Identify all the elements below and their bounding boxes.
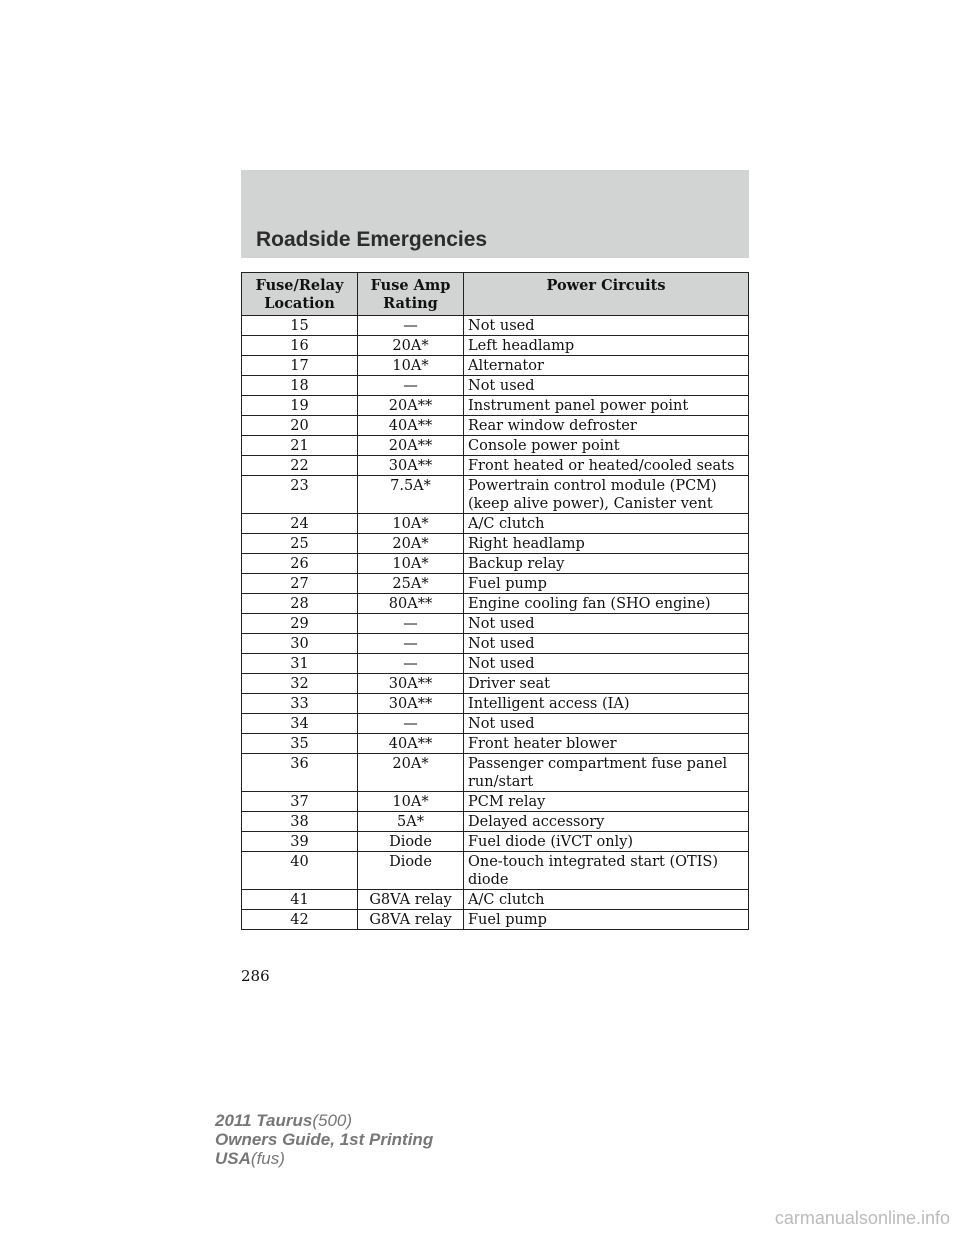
fuse-amp-cell: 30A** [358,456,464,476]
power-circuit-cell: Not used [464,376,749,396]
table-row [242,694,749,714]
power-circuit-cell: Backup relay [464,554,749,574]
table-row [242,714,749,734]
fuse-location-cell: 31 [242,654,358,674]
fuse-amp-cell: G8VA relay [358,910,464,930]
power-circuit-cell: One-touch integrated start (OTIS) diode [464,852,749,890]
table-row [242,634,749,654]
table-row [242,654,749,674]
table-row [242,890,749,910]
power-circuit-cell: Intelligent access (IA) [464,694,749,714]
fuse-amp-cell: 20A* [358,336,464,356]
power-circuit-cell: Left headlamp [464,336,749,356]
fuse-location-cell: 21 [242,436,358,456]
section-title: Roadside Emergencies [256,228,488,251]
power-circuit-cell: A/C clutch [464,514,749,534]
power-circuit-cell: Rear window defroster [464,416,749,436]
fuse-location-cell: 23 [242,476,358,514]
fuse-amp-cell: — [358,634,464,654]
power-circuit-cell: Front heated or heated/cooled seats [464,456,749,476]
table-row [242,456,749,476]
fuse-amp-cell: 10A* [358,554,464,574]
power-circuit-cell: Not used [464,614,749,634]
power-circuit-cell: Instrument panel power point [464,396,749,416]
table-row [242,674,749,694]
footer-market: USA [215,1149,251,1168]
column-header-amp-rating: Fuse Amp Rating [358,273,464,316]
power-circuit-cell: Not used [464,634,749,654]
fuse-location-cell: 24 [242,514,358,534]
fuse-location-cell: 38 [242,812,358,832]
fuse-location-cell: 39 [242,832,358,852]
fuse-amp-cell: 5A* [358,812,464,832]
power-circuit-cell: Not used [464,316,749,336]
table-row [242,356,749,376]
fuse-location-cell: 35 [242,734,358,754]
fuse-amp-cell: — [358,376,464,396]
power-circuit-cell: Driver seat [464,674,749,694]
table-row [242,792,749,812]
table-row [242,812,749,832]
watermark-link[interactable]: carmanualsonline.info [774,1208,950,1228]
fuse-amp-cell: 30A** [358,674,464,694]
table-row [242,316,749,336]
table-row [242,832,749,852]
table-body [242,316,749,930]
fuse-amp-cell: 25A* [358,574,464,594]
table-row [242,476,749,514]
fuse-location-cell: 22 [242,456,358,476]
fuse-location-cell: 18 [242,376,358,396]
table-row [242,336,749,356]
fuse-location-cell: 41 [242,890,358,910]
power-circuit-cell: Not used [464,714,749,734]
fuse-location-cell: 20 [242,416,358,436]
fuse-location-cell: 16 [242,336,358,356]
table-row [242,436,749,456]
table-header-row [242,273,749,316]
fuse-location-cell: 32 [242,674,358,694]
power-circuit-cell: Engine cooling fan (SHO engine) [464,594,749,614]
footer-market-code: (fus) [250,1149,285,1168]
column-header-location: Fuse/Relay Location [242,273,358,316]
power-circuit-cell: Passenger compartment fuse panel run/start [464,754,749,792]
fuse-amp-cell: 40A** [358,734,464,754]
footer-model-code: (500) [312,1111,353,1130]
power-circuit-cell: Right headlamp [464,534,749,554]
power-circuit-cell: Alternator [464,356,749,376]
fuse-location-cell: 26 [242,554,358,574]
table-row [242,376,749,396]
fuse-amp-cell: 10A* [358,356,464,376]
power-circuit-cell: A/C clutch [464,890,749,910]
fuse-table [241,272,749,930]
fuse-location-cell: 29 [242,614,358,634]
power-circuit-cell: Fuel pump [464,574,749,594]
footer-model: 2011 Taurus [215,1111,313,1130]
fuse-amp-cell: 40A** [358,416,464,436]
table-row [242,416,749,436]
table-row [242,534,749,554]
table-row [242,574,749,594]
fuse-amp-cell: 10A* [358,514,464,534]
page-number: 286 [241,967,270,985]
fuse-location-cell: 27 [242,574,358,594]
fuse-amp-cell: — [358,614,464,634]
fuse-location-cell: 17 [242,356,358,376]
table-row [242,852,749,890]
fuse-amp-cell: 30A** [358,694,464,714]
power-circuit-cell: Front heater blower [464,734,749,754]
fuse-location-cell: 25 [242,534,358,554]
table-row [242,754,749,792]
fuse-location-cell: 37 [242,792,358,812]
document-footer [215,1111,433,1168]
table-row [242,910,749,930]
section-header-bar [241,170,749,258]
fuse-amp-cell: Diode [358,852,464,890]
footer-line-guide: Owners Guide, 1st Printing [215,1130,434,1149]
fuse-location-cell: 15 [242,316,358,336]
fuse-location-cell: 33 [242,694,358,714]
fuse-amp-cell: 80A** [358,594,464,614]
power-circuit-cell: Powertrain control module (PCM) (keep alive power), Canister vent [464,476,749,514]
table-row [242,594,749,614]
fuse-location-cell: 40 [242,852,358,890]
table-row [242,396,749,416]
table-row [242,614,749,634]
fuse-location-cell: 30 [242,634,358,654]
fuse-amp-cell: G8VA relay [358,890,464,910]
power-circuit-cell: PCM relay [464,792,749,812]
power-circuit-cell: Fuel diode (iVCT only) [464,832,749,852]
fuse-amp-cell: 20A* [358,754,464,792]
power-circuit-cell: Fuel pump [464,910,749,930]
fuse-amp-cell: 20A** [358,396,464,416]
fuse-amp-cell: Diode [358,832,464,852]
fuse-location-cell: 28 [242,594,358,614]
power-circuit-cell: Console power point [464,436,749,456]
fuse-amp-cell: 10A* [358,792,464,812]
fuse-amp-cell: 20A** [358,436,464,456]
column-header-power-circuits: Power Circuits [464,273,749,316]
power-circuit-cell: Not used [464,654,749,674]
fuse-location-cell: 36 [242,754,358,792]
table-row [242,514,749,534]
footer-line-model [215,1111,433,1130]
fuse-amp-cell: 7.5A* [358,476,464,514]
power-circuit-cell: Delayed accessory [464,812,749,832]
fuse-amp-cell: 20A* [358,534,464,554]
fuse-amp-cell: — [358,714,464,734]
fuse-amp-cell: — [358,654,464,674]
table-row [242,554,749,574]
fuse-location-cell: 19 [242,396,358,416]
fuse-location-cell: 34 [242,714,358,734]
fuse-location-cell: 42 [242,910,358,930]
footer-line-market [215,1149,433,1168]
table-row [242,734,749,754]
fuse-amp-cell: — [358,316,464,336]
